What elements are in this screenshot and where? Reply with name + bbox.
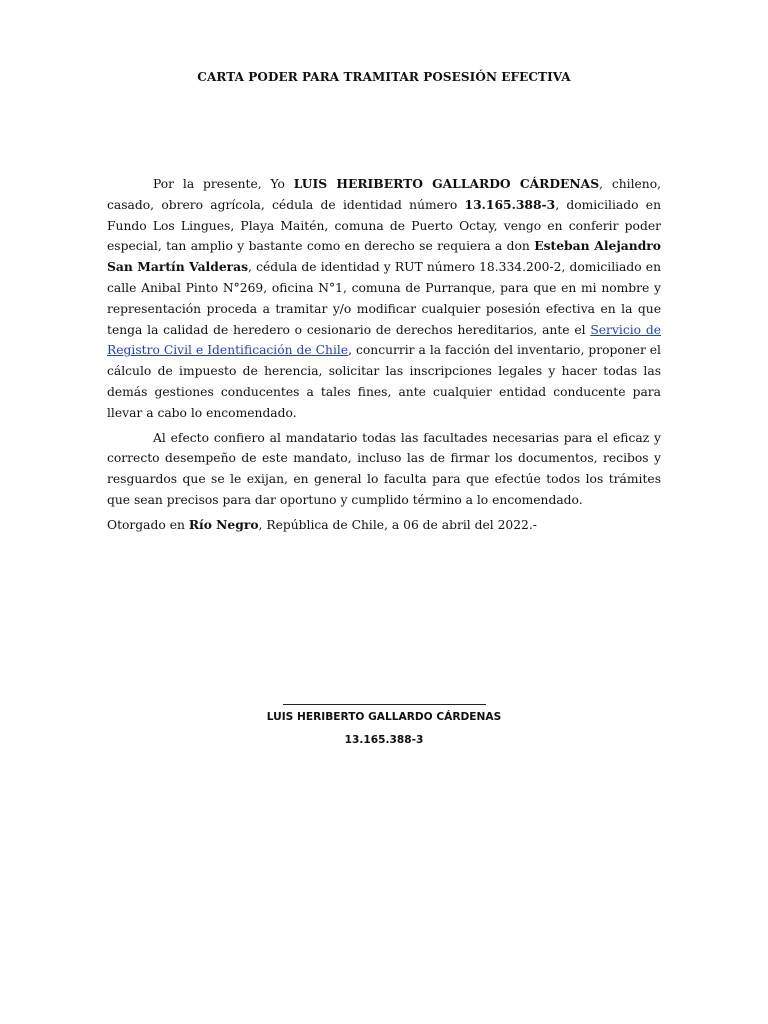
- signature-name: LUIS HERIBERTO GALLARDO CÁRDENAS: [266, 711, 502, 723]
- paragraph-text: , concurrir a la facción del inventario, proponer el cálculo de impuesto de herencia, solicitar las inscripciones legales y hacer todas las demás gestiones conducentes a tales fines, ante cualquier entidad conducente para llevar a cabo lo encomendado.: [107, 343, 661, 420]
- document-body: [107, 174, 661, 540]
- paragraph-text: , chileno, casado, obrero agrícola, cédula de identidad número: [107, 177, 662, 212]
- grantor-id-number: 13.165.388-3: [464, 196, 556, 212]
- grantor-name: LUIS HERIBERTO GALLARDO CÁRDENAS: [293, 176, 600, 191]
- paragraph-text: Otorgado en: [107, 517, 189, 532]
- paragraph-grant-of-power: [107, 174, 661, 424]
- paragraph-text: Por la presente, Yo: [153, 177, 294, 191]
- paragraph-text: , cédula de identidad y RUT número 18.334.200-2, domiciliado en calle Anibal Pinto N°269, oficina N°1, comuna de Purranque, para que en mi nombre y representación proceda a tramitar y/o modificar cualquier posesión efectiva en la que tenga la calidad de heredero o cesionario de derechos hereditarios, ante el: [107, 260, 662, 337]
- agent-name: Esteban Alejandro San Martín Valderas: [107, 238, 661, 275]
- paragraph-text: , República de Chile, a 06 de abril del 2022.-: [258, 517, 537, 532]
- paragraph-place-date: [107, 515, 661, 536]
- paragraph-text: , domiciliado en Fundo Los Lingues, Playa Maitén, comuna de Puerto Octay, vengo en conferir poder especial, tan amplio y bastante como en derecho se requiera a don: [107, 197, 661, 254]
- document-title: CARTA PODER PARA TRAMITAR POSESIÓN EFECTIVA: [197, 70, 571, 84]
- signature-line: [283, 704, 486, 705]
- paragraph-powers: Al efecto confiero al mandatario todas las facultades necesarias para el eficaz y correcto desempeño de este mandato, incluso las de firmar los documentos, recibos y resguardos que se le exijan, en general lo faculta para que efectúe todos los trámites que sean precisos para dar oportuno y cumplido término a lo encomendado.: [107, 430, 661, 507]
- place-name: Río Negro: [188, 516, 259, 532]
- signature-id-number: 13.165.388-3: [344, 734, 424, 746]
- registro-civil-link[interactable]: Servicio de Registro Civil e Identificación de Chile: [107, 322, 661, 358]
